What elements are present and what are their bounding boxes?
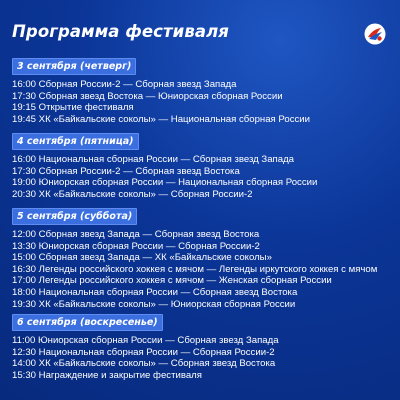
schedule-item: 11:00 Юниорская сборная России — Сборная звезд Запада (12, 335, 279, 346)
schedule-item: 16:30 Легенды российского хоккея с мячом — Легенды иркутского хоккея с мячом (12, 263, 378, 275)
day-section-1 (12, 56, 310, 125)
day-label: 6 сентября (воскресенье) (12, 314, 163, 331)
schedule-item: 17:30 Сборная России-2 — Сборная звезд Востока (12, 165, 240, 177)
schedule-item: 16:00 Сборная России-2 — Сборная звезд Запада (12, 79, 237, 90)
schedule-item: 12:30 Национальная сборная России — Сборная России-2 (12, 346, 275, 358)
day-section-4 (12, 312, 279, 381)
day-label: 4 сентября (пятница) (12, 133, 139, 150)
day-section-3 (12, 206, 377, 310)
schedule-item: 15:30 Награждение и закрытие фестиваля (12, 369, 202, 381)
schedule-item: 19:00 Юниорская сборная России — Национальная сборная России (12, 177, 318, 189)
schedule-item: 16:00 Национальная сборная России — Сборная звезд Запада (12, 154, 295, 165)
schedule-item: 17:30 Сборная звезд Востока — Юниорская сборная России (12, 90, 283, 102)
schedule-item: 19:15 Открытие фестиваля (12, 102, 134, 114)
schedule-item: 13:30 Юниорская сборная России — Сборная России-2 (12, 240, 260, 252)
day-label: 5 сентября (суббота) (12, 208, 137, 225)
schedule-item: 19:45 ХК «Байкальские соколы» — Национальная сборная России (12, 113, 311, 125)
schedule-item: 18:00 Национальная сборная России — Сборная звезд Востока (12, 286, 298, 298)
federation-logo-icon (364, 23, 386, 45)
schedule-item: 17:00 Легенды российского хоккея с мячом — Женская сборная России (12, 275, 332, 287)
schedule-item: 12:00 Сборная звезд Запада — Сборная звезд Востока (12, 229, 260, 240)
day-label: 3 сентября (четверг) (12, 58, 136, 75)
schedule-item: 19:30 ХК «Байкальские соколы» — Юниорская сборная России (12, 298, 296, 310)
page-title: Программа фестиваля (12, 22, 229, 41)
schedule-item: 20:30 ХК «Байкальские соколы» — Сборная России-2 (12, 188, 253, 200)
schedule-item: 15:00 Сборная звезд Запада — ХК «Байкальские соколы» (12, 252, 272, 264)
day-section-2 (12, 131, 317, 200)
schedule-item: 14:00 ХК «Байкальские соколы» — Сборная звезд Востока (12, 358, 276, 370)
